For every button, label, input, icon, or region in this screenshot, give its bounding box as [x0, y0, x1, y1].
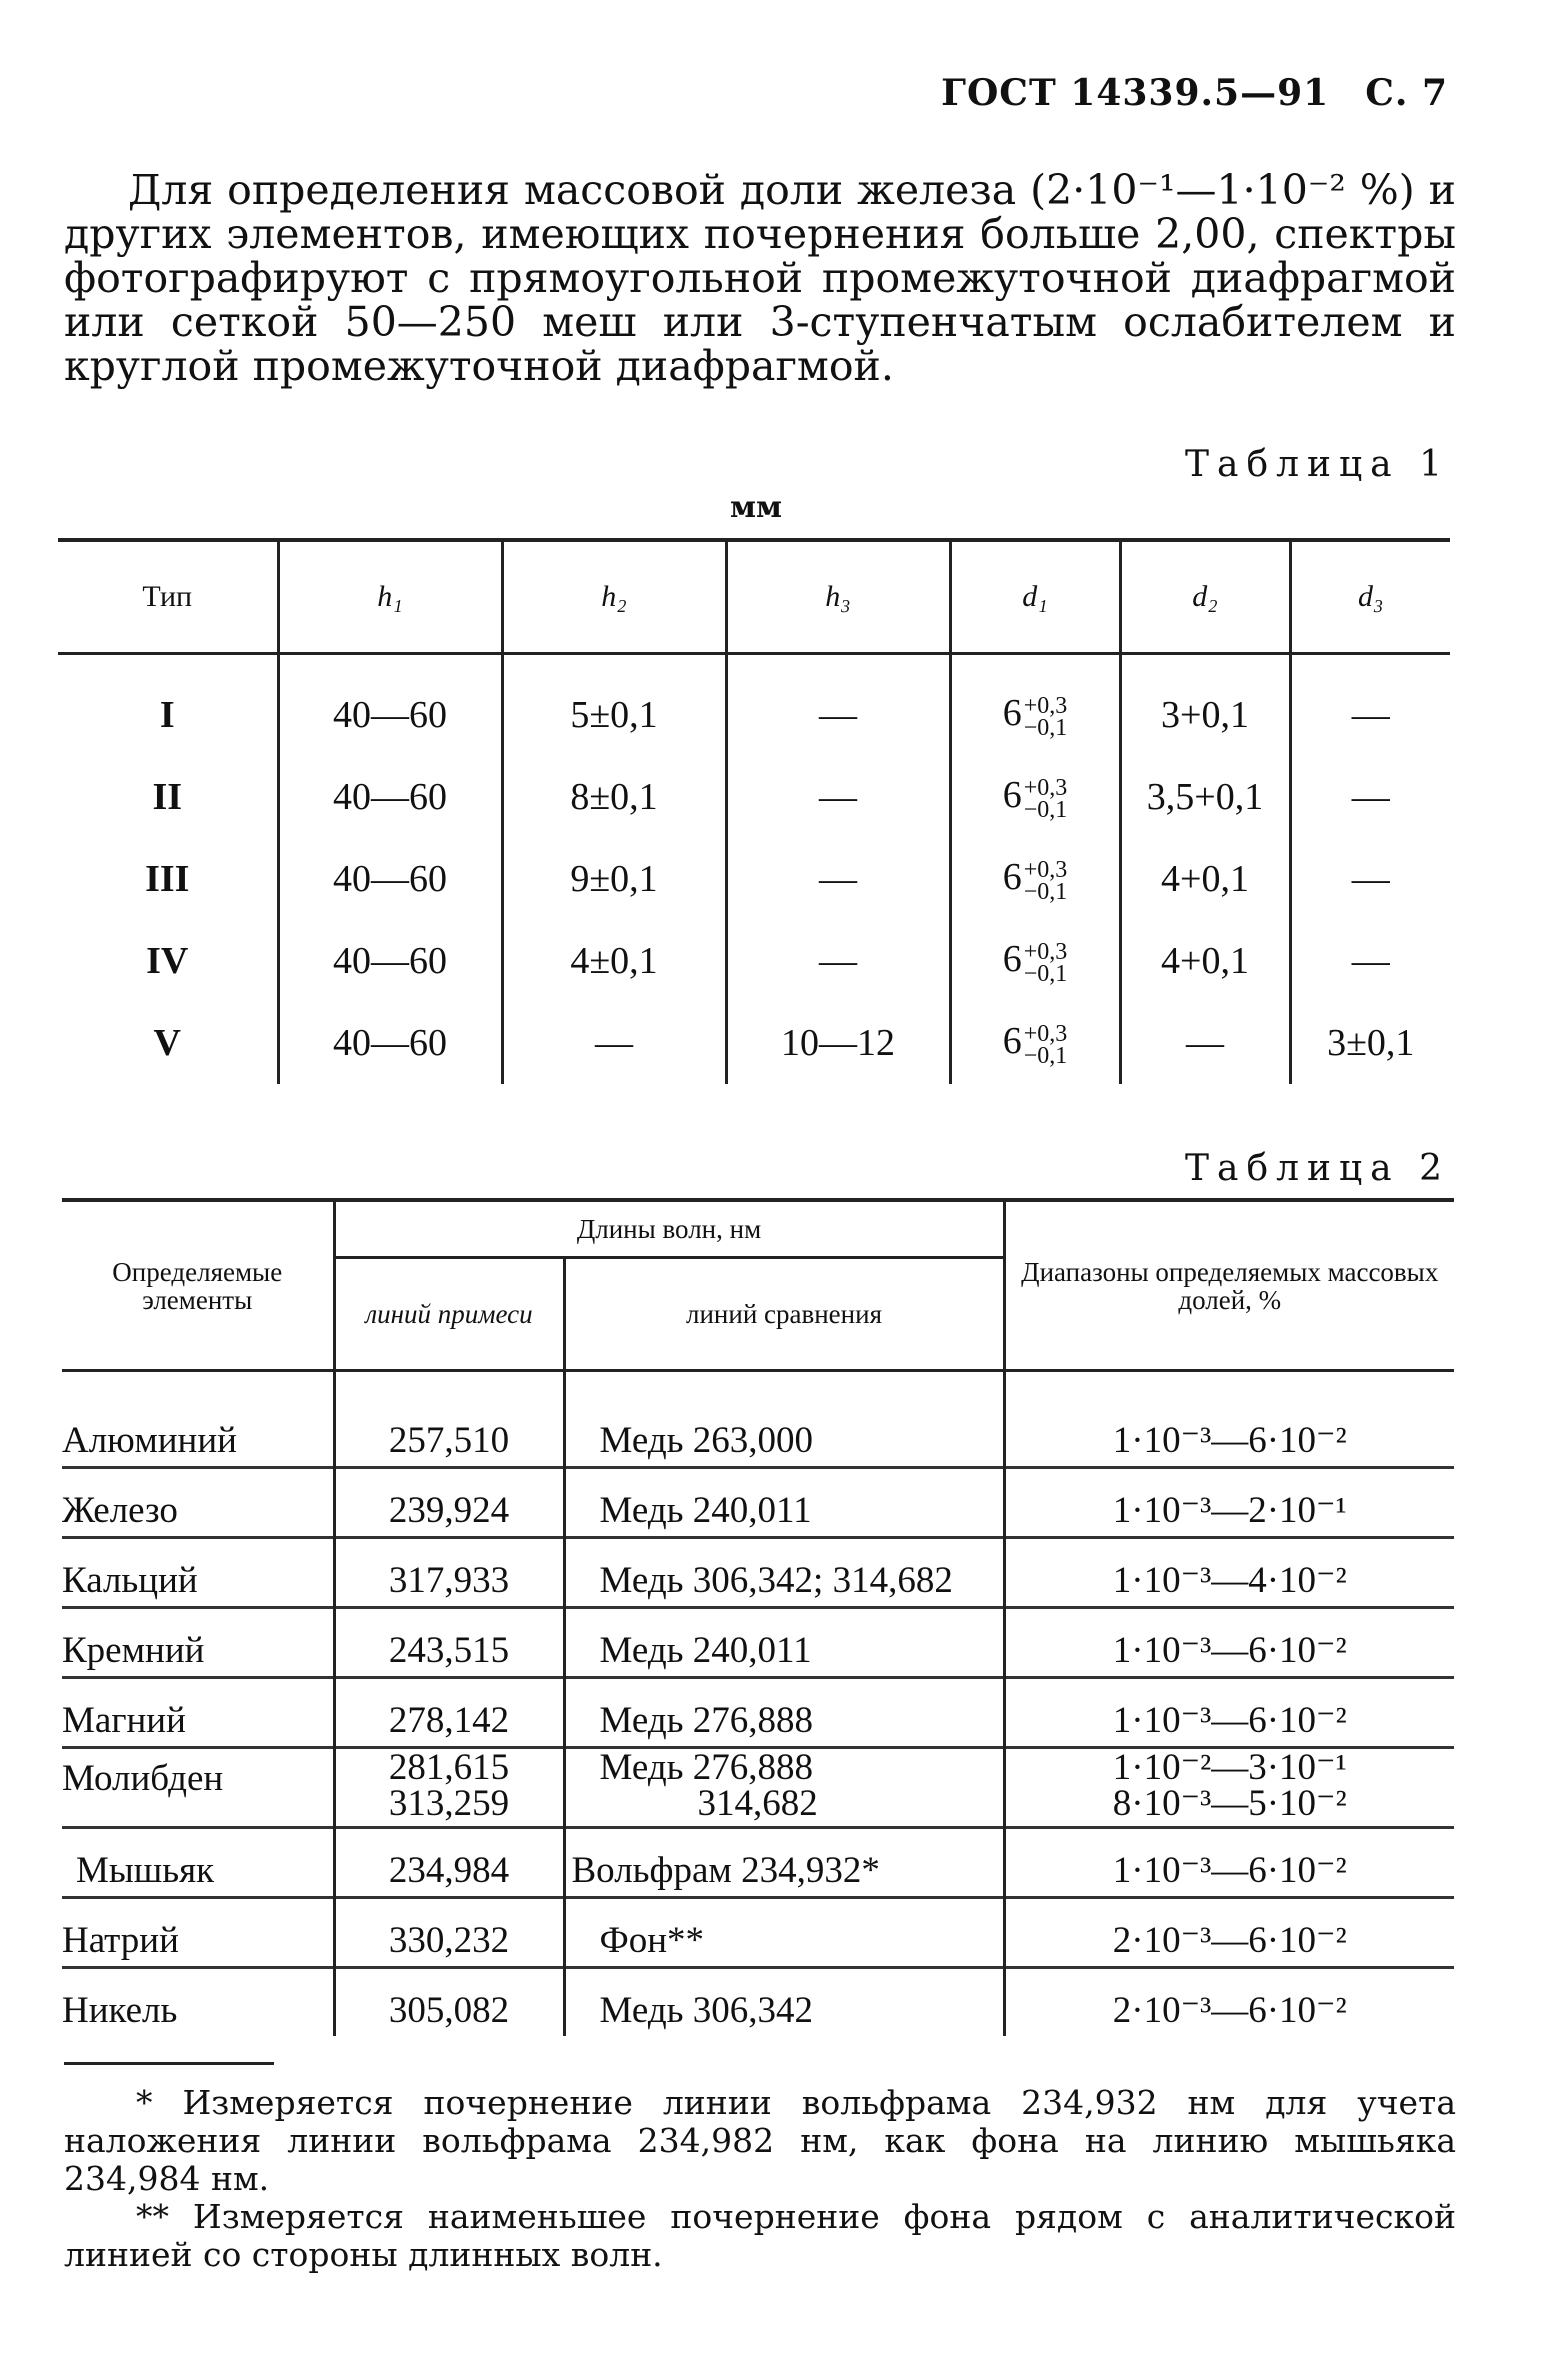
tol-lower: −0,1	[1023, 960, 1068, 987]
table1-cell-d1	[950, 920, 1120, 1002]
d1-base: 6	[1002, 774, 1022, 817]
table1-cell: 40—60	[278, 756, 502, 838]
mass-range: 1·10⁻³—6·10⁻²	[1004, 1678, 1454, 1748]
footnotes	[64, 2084, 1456, 2274]
table1-header-row	[58, 540, 1450, 654]
standard-number: ГОСТ 14339.5—91	[941, 72, 1330, 114]
impurity-lines	[334, 1748, 564, 1828]
table1-cell: II	[152, 776, 183, 818]
table1-cell: 8±0,1	[502, 756, 726, 838]
impurity-line: 239,924	[334, 1468, 564, 1538]
table-row	[58, 920, 1450, 1002]
element-name: Никель	[62, 1990, 178, 2031]
table1-cell: —	[1290, 654, 1450, 757]
tol-lower: −0,1	[1023, 1042, 1068, 1069]
table2-header-row	[62, 1200, 1454, 1258]
comparison-line: 314,682	[697, 1783, 818, 1824]
impurity-line: 281,615	[388, 1747, 510, 1788]
table1-header-cell: d₃	[1290, 540, 1450, 654]
table1-cell: III	[145, 858, 190, 900]
table1-cell: 40—60	[278, 838, 502, 920]
footnote: ** Измеряется наименьшее почернение фона рядом с аналитической линией со стороны длинных волн.	[64, 2197, 1456, 2274]
element-name: Железо	[62, 1490, 178, 1531]
table1-header-cell: d₁	[950, 540, 1120, 654]
table1-cell: —	[726, 838, 950, 920]
element-name: Мышьяк	[76, 1850, 215, 1891]
table1-cell: 4+0,1	[1120, 920, 1290, 1002]
table1-header-cell: h₃	[726, 540, 950, 654]
comparison-line: Фон**	[564, 1898, 1004, 1968]
table1-cell: I	[159, 694, 175, 736]
comparison-line: Вольфрам 234,932*	[564, 1828, 1004, 1898]
mass-range: 2·10⁻³—6·10⁻²	[1004, 1898, 1454, 1968]
tol-upper: +0,3	[1023, 692, 1068, 719]
d1-base: 6	[1002, 938, 1022, 981]
table1-unit: мм	[730, 490, 783, 525]
impurity-line: 257,510	[334, 1371, 564, 1468]
table-row	[62, 1968, 1454, 2037]
comparison-line: Медь 276,888	[599, 1747, 814, 1788]
table1-cell: —	[1290, 756, 1450, 838]
tol-upper: +0,3	[1023, 1020, 1068, 1047]
page-number: С. 7	[1365, 72, 1448, 114]
element-name: Кремний	[62, 1630, 205, 1671]
tol-lower: −0,1	[1023, 878, 1068, 905]
table1-cell: 4+0,1	[1120, 838, 1290, 920]
d1-base: 6	[1002, 692, 1022, 735]
table2-header-elements: Определяемые элементы	[112, 1256, 283, 1315]
table1-cell: —	[726, 920, 950, 1002]
tol-lower: −0,1	[1023, 796, 1068, 823]
table1-cell-d1	[950, 654, 1120, 757]
element-name: Магний	[62, 1700, 186, 1741]
tol-lower: −0,1	[1023, 714, 1068, 741]
table1-cell: 3+0,1	[1120, 654, 1290, 757]
table-row	[62, 1538, 1454, 1608]
mass-range: 2·10⁻³—6·10⁻²	[1004, 1968, 1454, 2037]
mass-range: 1·10⁻³—4·10⁻²	[1004, 1538, 1454, 1608]
comparison-lines	[564, 1748, 1004, 1828]
table1-cell-d1	[950, 756, 1120, 838]
table1-cell: 4±0,1	[502, 920, 726, 1002]
footnote: * Измеряется почернение линии вольфрама 234,932 нм для учета наложения линии вольфрама 234,982 нм, как фона на линию мышьяка 234,984 нм.	[64, 2083, 1456, 2198]
table-row	[62, 1371, 1454, 1468]
intro-paragraph	[64, 168, 1456, 388]
d1-base: 6	[1002, 856, 1022, 899]
table2-header-ranges: Диапазоны определяемых массовых долей, %	[1004, 1200, 1454, 1371]
table1-cell: 40—60	[278, 920, 502, 1002]
table1-cell: 3±0,1	[1290, 1002, 1450, 1084]
table2-header-comparison: линий сравнения	[564, 1258, 1004, 1371]
table1-cell: 9±0,1	[502, 838, 726, 920]
table-row	[62, 1828, 1454, 1898]
tol-upper: +0,3	[1023, 938, 1068, 965]
table-row	[58, 756, 1450, 838]
impurity-line: 313,259	[388, 1783, 510, 1824]
d1-tolerance	[1023, 692, 1068, 741]
mass-ranges	[1004, 1748, 1454, 1828]
table-row	[62, 1898, 1454, 1968]
table1-cell: —	[726, 756, 950, 838]
table1-cell: 40—60	[278, 1002, 502, 1084]
page-header	[905, 72, 1448, 114]
table1-caption: Таблица 1	[1185, 444, 1450, 485]
element-name: Натрий	[62, 1920, 179, 1961]
table2-header-impurity: линий примеси	[334, 1258, 564, 1371]
table1-cell: 40—60	[278, 654, 502, 757]
d1-tolerance	[1023, 1020, 1068, 1069]
impurity-line: 330,232	[334, 1898, 564, 1968]
mass-range: 1·10⁻³—6·10⁻²	[1004, 1371, 1454, 1468]
comparison-line: Медь 276,888	[564, 1678, 1004, 1748]
mass-range: 1·10⁻³—2·10⁻¹	[1004, 1468, 1454, 1538]
table2-caption: Таблица 2	[1185, 1148, 1450, 1189]
comparison-line: Медь 306,342	[564, 1968, 1004, 2037]
table1-cell-d1	[950, 1002, 1120, 1084]
impurity-line: 278,142	[334, 1678, 564, 1748]
tol-upper: +0,3	[1023, 774, 1068, 801]
comparison-line: Медь 240,011	[564, 1608, 1004, 1678]
mass-range: 1·10⁻²—3·10⁻¹	[1112, 1747, 1347, 1788]
d1-base: 6	[1002, 1020, 1022, 1063]
table1-cell: —	[1120, 1002, 1290, 1084]
table2	[62, 1198, 1454, 2036]
table1-cell: V	[153, 1022, 181, 1064]
element-name: Алюминий	[62, 1420, 237, 1461]
element-name: Молибден	[62, 1758, 224, 1799]
table-row	[58, 1002, 1450, 1084]
table-row	[62, 1748, 1454, 1828]
table-row	[58, 838, 1450, 920]
table1-cell-d1	[950, 838, 1120, 920]
impurity-line: 317,933	[334, 1538, 564, 1608]
element-name: Кальций	[62, 1560, 198, 1601]
intro-text: Для определения массовой доли железа (2·10⁻¹—1·10⁻² %) и других элементов, имеющих почернения больше 2,00, спектры фотографируют с прямоугольной промежуточной диафрагмой или сеткой 50—250 меш или 3-ступенчатым ослабителем и круглой промежуточной диафрагмой.	[64, 166, 1456, 390]
table1-cell: —	[1290, 920, 1450, 1002]
table2-header-wavelengths: Длины волн, нм	[334, 1200, 1004, 1258]
table1-cell: 10—12	[726, 1002, 950, 1084]
table-row	[62, 1608, 1454, 1678]
impurity-line: 234,984	[334, 1828, 564, 1898]
d1-tolerance	[1023, 774, 1068, 823]
mass-range: 8·10⁻³—5·10⁻²	[1112, 1783, 1347, 1824]
table1-header-cell: h₁	[278, 540, 502, 654]
impurity-line: 243,515	[334, 1608, 564, 1678]
table-row	[62, 1678, 1454, 1748]
table1-header-cell: h₂	[502, 540, 726, 654]
comparison-line: Медь 263,000	[564, 1371, 1004, 1468]
table1-cell: IV	[146, 940, 189, 982]
table1-header-cell: Тип	[58, 540, 278, 654]
table1-cell: 3,5+0,1	[1120, 756, 1290, 838]
mass-range: 1·10⁻³—6·10⁻²	[1004, 1828, 1454, 1898]
footnote-divider	[64, 2062, 274, 2065]
tol-upper: +0,3	[1023, 856, 1068, 883]
table1	[58, 538, 1450, 1084]
impurity-line: 305,082	[334, 1968, 564, 2037]
table1-cell: 5±0,1	[502, 654, 726, 757]
comparison-line: Медь 240,011	[564, 1468, 1004, 1538]
table-row	[62, 1468, 1454, 1538]
mass-range: 1·10⁻³—6·10⁻²	[1004, 1608, 1454, 1678]
d1-tolerance	[1023, 938, 1068, 987]
table1-header-cell: d₂	[1120, 540, 1290, 654]
comparison-line: Медь 306,342; 314,682	[564, 1538, 1004, 1608]
table1-cell: —	[1290, 838, 1450, 920]
d1-tolerance	[1023, 856, 1068, 905]
table1-cell: —	[502, 1002, 726, 1084]
table-row	[58, 654, 1450, 757]
table1-cell: —	[726, 654, 950, 757]
